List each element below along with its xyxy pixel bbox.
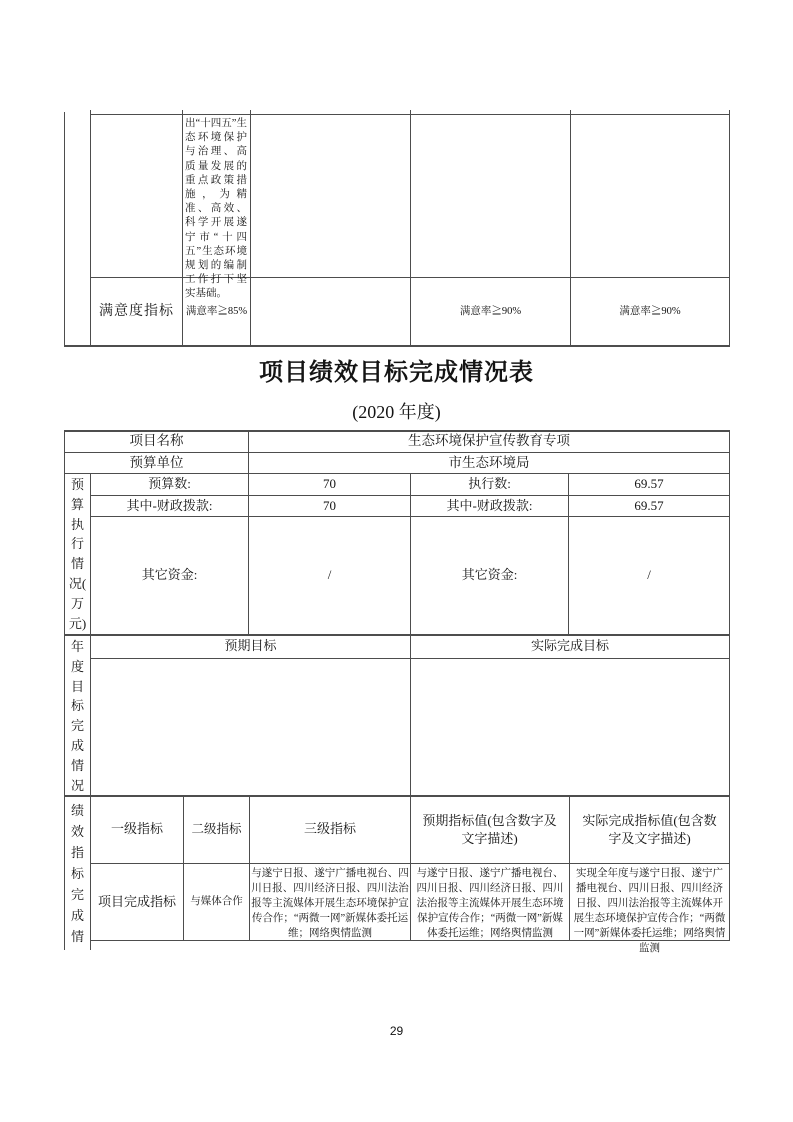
perf-row-level2: 与媒体合作 <box>190 896 243 908</box>
budget-unit-label: 预算单位 <box>129 454 184 470</box>
grid-line-v <box>64 112 65 346</box>
expected-goal-body <box>91 659 410 795</box>
perf-header-level2: 二级指标 <box>191 821 242 836</box>
carryover-target-text: 出“十四五”生态环境保护与治理、高质量发展的重点政策措施，为精准、高效、科学开展遂宁市“十四五”生态环境规划的编制工作打下坚实基础。 <box>185 118 247 300</box>
perf-header-level3: 三级指标 <box>303 821 356 837</box>
other-funds-label-2: 其它资金: <box>461 567 518 583</box>
satisfaction-row-label: 满意度指标 <box>99 303 174 319</box>
perf-row-actual: 实现全年度与遂宁日报、遂宁广播电视台、四川日报、四川经济日报、四川法治报等主流媒体开展生态环境保护宣传合作；“两微一网”新媒体委托运维；网络舆情监测 <box>573 868 726 954</box>
perf-row-level3: 与遂宁日报、遂宁广播电视台、四川日报、四川经济日报、四川法治报等主流媒体开展生态环境保护宣传合作；“两微一网”新媒体委托运维；网络舆情监测 <box>251 868 409 939</box>
other-funds-value: / <box>327 567 332 583</box>
fiscal-allocation-value-2: 69.57 <box>634 497 664 513</box>
perf-header-actual: 实际完成指标值(包含数字及文字描述) <box>582 812 717 846</box>
page-subtitle: (2020 年度) <box>352 402 441 422</box>
project-name-label: 项目名称 <box>129 433 184 449</box>
fiscal-allocation-value: 70 <box>323 497 336 513</box>
budget-unit-value: 市生态环境局 <box>448 454 530 470</box>
perf-section-label: 绩效指标完成情 <box>70 803 84 944</box>
fiscal-allocation-label: 其中-财政拨款: <box>126 497 213 513</box>
satisfaction-actual-value-1: 满意率≧90% <box>459 305 522 317</box>
perf-header-expected: 预期指标值(包含数字及文字描述) <box>422 812 557 846</box>
page-title: 项目绩效目标完成情况表 <box>259 360 534 386</box>
satisfaction-actual-value-2: 满意率≧90% <box>619 305 681 317</box>
actual-goal-header: 实际完成目标 <box>530 638 609 654</box>
actual-goal-body <box>411 659 729 795</box>
grid-line-v <box>250 110 251 346</box>
execution-amount-label: 执行数: <box>468 476 511 492</box>
budget-section-label: 预算执行情况(万元) <box>68 477 87 631</box>
satisfaction-expected-value: 满意率≧85% <box>185 305 248 317</box>
execution-amount-value: 69.57 <box>634 476 664 492</box>
page-number: 29 <box>389 1024 404 1038</box>
grid-line-h <box>64 345 730 347</box>
fiscal-allocation-label-2: 其中-财政拨款: <box>446 497 533 513</box>
grid-line-h <box>90 114 730 115</box>
perf-header-level1: 一级指标 <box>110 821 163 837</box>
annual-section-label: 年度目标完成情况 <box>70 639 84 793</box>
budget-amount-value: 70 <box>323 476 336 492</box>
project-name-value: 生态环境保护宣传教育专项 <box>408 433 570 449</box>
budget-amount-label: 预算数: <box>148 476 191 492</box>
expected-goal-header: 预期目标 <box>224 638 277 654</box>
grid-line-v <box>729 110 730 346</box>
other-funds-value-2: / <box>647 567 651 583</box>
other-funds-label: 其它资金: <box>141 567 198 583</box>
grid-line-v <box>729 430 730 940</box>
perf-row-expected: 与遂宁日报、遂宁广播电视台、四川日报、四川经济日报、四川法治报等主流媒体开展生态环境保护宣传合作；“两微一网”新媒体委托运维；网络舆情监测 <box>416 868 564 939</box>
perf-row-level1: 项目完成指标 <box>97 893 176 909</box>
